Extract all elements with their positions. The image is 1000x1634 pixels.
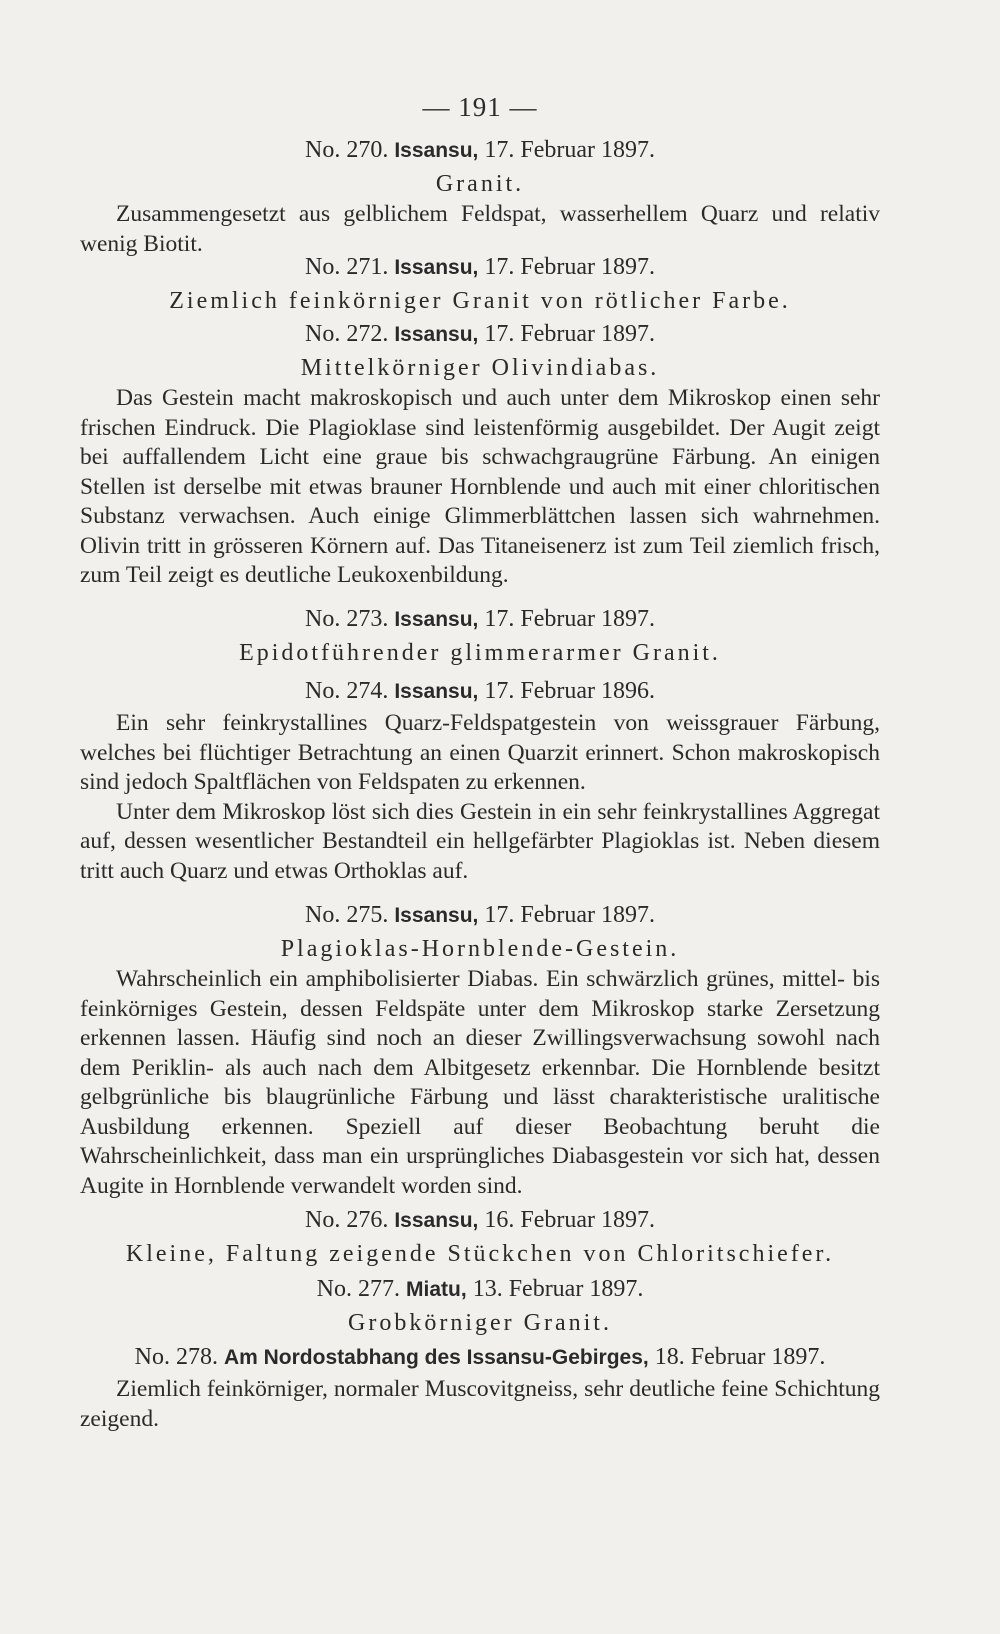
rock-name: Ziemlich feinkörniger Granit von rötlicher Farbe.: [169, 288, 791, 314]
entry-heading: [80, 133, 880, 168]
entry-number: No. 270.: [304, 137, 389, 163]
entry-location: Issansu,: [394, 1209, 479, 1232]
entry-date: 13. Februar 1897.: [472, 1276, 644, 1302]
description-paragraph: Wahrscheinlich ein amphibolisierter Diabas. Ein schwärzlich grünes, mittel- bis feinkörniges Gestein, dessen Feldspäte unter dem Mikroskop starke Zersetzung erkennen lassen. Häufig sind noch an dieser Zwillingsverwachsung sowohl nach dem Periklin- als auch nach dem Albitgesetz erkennbar. Die Hornblende besitzt gelbgrünliche bis blaugrünliche Färbung und lässt charakteristische uralitische Ausbildung erkennen. Speziell auf dieser Beobachtung beruht die Wahrscheinlichkeit, dass man ein ursprüngliches Diabasgestein vor sich hat, dessen Augite in Hornblende verwandelt worden sind.: [80, 966, 880, 1199]
entry-heading: [80, 898, 880, 933]
entry-heading: [80, 674, 880, 709]
entry-location: Issansu,: [394, 256, 479, 279]
rock-name: Granit.: [435, 171, 525, 197]
description-paragraph: Unter dem Mikroskop löst sich dies Gestein in ein sehr feinkrystallines Aggregat auf, dessen wesentlicher Bestandteil ein hellgefärbter Plagioklas ist. Neben diesem tritt auch Quarz und etwas Orthoklas auf.: [80, 798, 880, 884]
entry-heading: [80, 1203, 880, 1238]
entry-date: 17. Februar 1897.: [484, 321, 656, 347]
entry-date: 17. Februar 1897.: [484, 137, 656, 163]
page-number: — 191 —: [422, 92, 538, 122]
entry-number: No. 274.: [304, 678, 389, 704]
entry-location: Issansu,: [394, 680, 479, 703]
entry-number: No. 277.: [316, 1276, 401, 1302]
entry-date: 17. Februar 1897.: [484, 902, 656, 928]
entry-heading: [80, 317, 880, 352]
rock-name: Kleine, Faltung zeigende Stückchen von Chloritschiefer.: [125, 1241, 835, 1267]
entry-date: 17. Februar 1897.: [484, 606, 656, 632]
entry-date: 17. Februar 1896.: [484, 678, 656, 704]
entry-date: 16. Februar 1897.: [484, 1207, 656, 1233]
entry-heading: [80, 602, 880, 637]
entry-heading: [80, 1340, 880, 1375]
entry-date: 17. Februar 1897.: [484, 254, 656, 280]
entry-number: No. 278.: [134, 1344, 218, 1370]
description-paragraph: Ein sehr feinkrystallines Quarz-Feldspatgestein von weissgrauer Färbung, welches bei flüchtiger Betrachtung an einen Quarzit erinnert. Schon makroskopisch sind jedoch Spaltflächen von Feldspaten zu erkennen.: [80, 710, 880, 795]
description-paragraph: Das Gestein macht makroskopisch und auch unter dem Mikroskop einen sehr frischen Eindruck. Die Plagioklase sind leistenförmig ausgebildet. Der Augit zeigt bei auffallendem Licht eine graue bis schwachgraugrüne Färbung. An einigen Stellen ist derselbe mit etwas brauner Hornblende und auch mit einer chloritischen Substanz verwachsen. Auch einige Glimmerblättchen lassen sich wahrnehmen. Olivin tritt in grösseren Körnern auf. Das Titaneisenerz ist zum Teil ziemlich frisch, zum Teil zeigt es deutliche Leukoxenbildung.: [80, 385, 880, 588]
rock-name: Mittelkörniger Olivindiabas.: [300, 355, 660, 381]
entry-276: [80, 1203, 880, 1270]
entry-number: No. 272.: [304, 321, 389, 347]
entry-location: Issansu,: [394, 608, 479, 631]
entry-number: No. 271.: [304, 254, 389, 280]
entry-location: Issansu,: [394, 904, 479, 927]
description-paragraph: Ziemlich feinkörniger, normaler Muscovitgneiss, sehr deutliche feine Schichtung zeigend.: [80, 1376, 880, 1432]
entry-location: Issansu,: [394, 323, 479, 346]
rock-name: Grobkörniger Granit.: [348, 1310, 612, 1336]
entry-273: [80, 602, 880, 669]
entry-278: [80, 1340, 880, 1434]
entry-location: Am Nordostabhang des Issansu-Gebirges,: [223, 1346, 649, 1369]
rock-name: Plagioklas-Hornblende-Gestein.: [280, 936, 680, 962]
entry-271: [80, 250, 880, 317]
rock-name: Epidotführender glimmerarmer Granit.: [239, 640, 721, 666]
entry-date: 18. Februar 1897.: [654, 1344, 826, 1370]
entry-number: No. 275.: [304, 902, 389, 928]
entry-number: No. 273.: [304, 606, 389, 632]
entry-270: [80, 133, 880, 259]
entry-272: [80, 317, 880, 591]
entry-275: [80, 898, 880, 1201]
entry-heading: [80, 1272, 880, 1307]
entry-274: [80, 674, 880, 886]
description-paragraph: Zusammengesetzt aus gelblichem Feldspat, wasserhellem Quarz und relativ wenig Biotit.: [80, 201, 880, 257]
entry-277: [80, 1272, 880, 1339]
entry-heading: [80, 250, 880, 285]
entry-location: Issansu,: [394, 139, 479, 162]
entry-location: Miatu,: [406, 1278, 467, 1301]
entry-number: No. 276.: [304, 1207, 389, 1233]
